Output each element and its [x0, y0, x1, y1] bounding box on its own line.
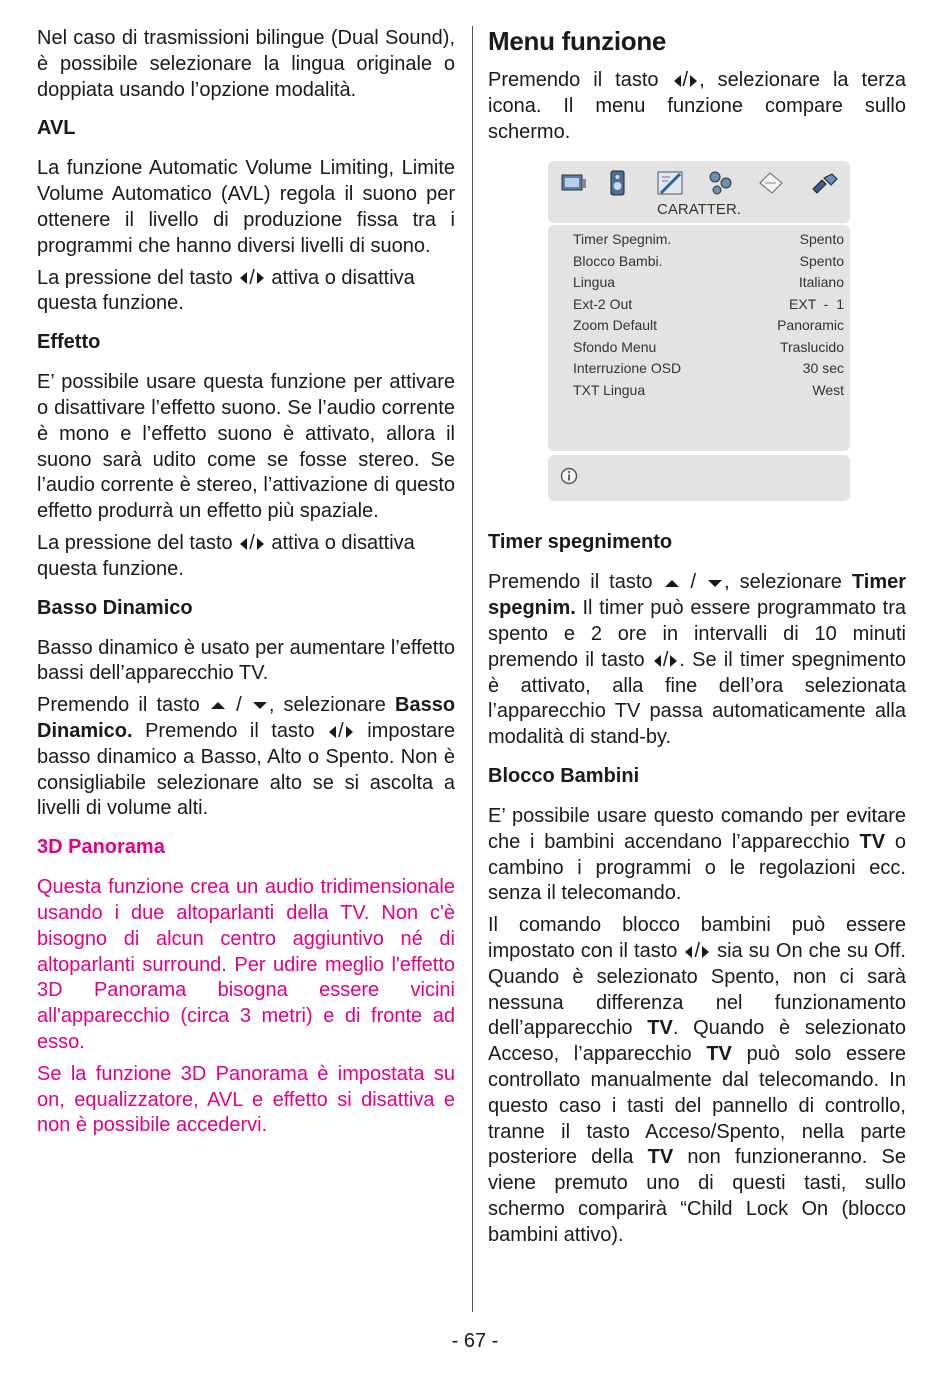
right-arrow-icon	[346, 726, 353, 738]
down-arrow-icon	[253, 702, 267, 709]
menu-row[interactable]: TXT Lingua West	[573, 381, 844, 398]
menu-row[interactable]: Blocco Bambi. Spento	[573, 252, 844, 269]
menu-title: CARATTER.	[657, 201, 741, 219]
blocco-bambini-detail: Il comando blocco bambini può essere impostato con il tasto / sia su On che su Off. Quando è selezionato Spento, non ci sarà nessuna differenza nel funzionamento dell’apparecchio TV. Quando è selezionato Acceso, l’apparecchio TV può solo essere controllato manualmente dal telecomando. In questo caso i tasti del pannello di controllo, tranne il tasto Acceso/Spento, nella parte posteriore della TV non funzioneranno. Se viene premuto uno di questi tasti, sullo schermo comparirà “Child Lock On (blocco bambini attivo).	[488, 914, 906, 1246]
right-arrow-icon	[702, 946, 709, 958]
source-icon	[756, 169, 786, 197]
left-arrow-icon	[674, 75, 681, 87]
dual-sound-paragraph: Nel caso di trasmissioni bilingue (Dual Sound), è possibile selezionare la lingua originale o doppiata usando l’opzione modalità.	[37, 27, 455, 101]
left-arrow-icon	[329, 726, 336, 738]
3d-panorama-heading: 3D Panorama	[37, 836, 165, 859]
left-arrow-icon	[240, 538, 247, 550]
menu-row[interactable]: Ext-2 Out EXT - 1	[573, 295, 844, 312]
tools-icon	[810, 169, 840, 197]
timer-spegnimento-heading: Timer spegnimento	[488, 531, 673, 554]
menu-options-list	[548, 225, 850, 451]
3d-panorama-paragraph: Questa funzione crea un audio tridimensionale usando i due altoparlanti della TV. Non c'è bisogno di alcun centro aggiuntivo né di altoparlanti surround. Per udire meglio l'effetto 3D Panorama bisogna essere vicini all'apparecchio (circa 3 metri) e di fronte ad esso.	[37, 876, 455, 1053]
column-divider	[472, 26, 473, 1312]
blocco-bambini-heading: Blocco Bambini	[488, 764, 640, 787]
basso-dinamico-key-paragraph: Premendo il tasto / , selezionare Basso Dinamico. Premendo il tasto / impostare basso dinamico a Basso, Alto o Spento. Non è consigliabile selezionare alto se si ascolta a livelli di volume alti.	[37, 694, 456, 820]
avl-heading: AVL	[37, 117, 76, 140]
menu-icon-bar	[548, 161, 850, 223]
menu-row[interactable]: Zoom Default Panoramic	[573, 317, 844, 334]
menu-funzione-intro: Premendo il tasto / , selezionare la terza icona. Il menu funzione compare sullo schermo.	[488, 69, 906, 143]
menu-row[interactable]: Interruzione OSD 30 sec	[573, 360, 844, 377]
effetto-key-paragraph: La pressione del tasto / attiva o disattiva questa funzione.	[37, 531, 415, 580]
right-arrow-icon	[257, 538, 264, 550]
install-icon	[706, 169, 736, 197]
picture-icon	[558, 169, 588, 197]
up-arrow-icon	[211, 702, 225, 709]
feature-icon	[656, 169, 686, 197]
basso-dinamico-heading: Basso Dinamico	[37, 596, 193, 619]
avl-paragraph: La funzione Automatic Volume Limiting, Limite Volume Automatico (AVL) regola il suono per ottenere il livello di produzione fissa tra i programmi che hanno diversi livelli di suono.	[37, 157, 455, 257]
menu-row[interactable]: Sfondo Menu Traslucido	[573, 338, 844, 355]
up-arrow-icon	[665, 580, 679, 587]
blocco-bambini-paragraph: E’ possibile usare questo comando per evitare che i bambini accendano l’apparecchio TV o cambino i programmi o le regolazioni ecc. senza il telecomando.	[488, 804, 906, 905]
left-column	[37, 26, 455, 1145]
down-arrow-icon	[708, 580, 722, 587]
avl-key-paragraph: La pressione del tasto / attiva o disattiva questa funzione.	[37, 266, 415, 315]
effetto-paragraph: E’ possibile usare questa funzione per attivare o disattivare l’effetto suono. Se l’audio corrente è mono e l’effetto suono è attivato, allora il suono sarà udito come se fosse stereo. Se l’audio corrente è stereo, l’attivazione di questo effetto produrrà un effetto più spaziale.	[37, 371, 455, 523]
menu-row[interactable]: Lingua Italiano	[573, 274, 844, 291]
right-column	[488, 26, 906, 1255]
menu-info-bar	[548, 455, 850, 501]
left-arrow-icon	[654, 655, 661, 667]
left-arrow-icon	[240, 272, 247, 284]
right-arrow-icon	[670, 655, 677, 667]
menu-funzione-title: Menu funzione	[488, 26, 667, 56]
basso-dinamico-paragraph: Basso dinamico è usato per aumentare l’effetto bassi dell’apparecchio TV.	[37, 636, 455, 685]
3d-panorama-note: Se la funzione 3D Panorama è impostata su on, equalizzatore, AVL e effetto si disattiva e non è possibile accedervi.	[37, 1062, 455, 1137]
timer-spegnimento-paragraph: Premendo il tasto / , selezionare Timer spegnim. Il timer può essere programmato tra spento e 2 ore in intervalli di 10 minuti premendo il tasto / . Se il timer spegnimento è attivato, alla fine dell’ora selezionata l’apparecchio TV passa automaticamente alla modalità di stand-by.	[488, 571, 907, 749]
effetto-heading: Effetto	[37, 331, 101, 354]
left-arrow-icon	[685, 946, 692, 958]
info-icon	[560, 467, 578, 485]
right-arrow-icon	[690, 75, 697, 87]
function-menu-screen	[548, 161, 850, 501]
menu-row[interactable]: Timer Spegnim. Spento	[573, 231, 844, 248]
page-number: - 67 -	[451, 1330, 499, 1352]
right-arrow-icon	[257, 272, 264, 284]
sound-icon	[602, 169, 632, 197]
